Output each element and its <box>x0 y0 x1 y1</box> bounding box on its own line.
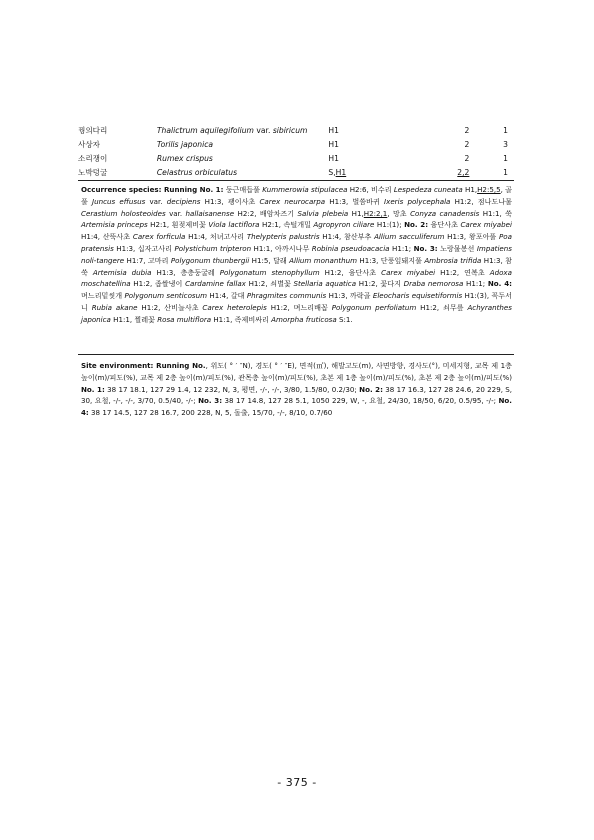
cover: 2 <box>464 140 470 149</box>
table-row <box>78 124 514 138</box>
frequency: 3 <box>503 140 508 149</box>
frequency: 1 <box>503 154 508 163</box>
scientific-name: Torilis japonica <box>156 140 214 149</box>
layer: H1 <box>328 154 339 163</box>
section-rule <box>78 354 514 355</box>
cover: 2 <box>464 154 470 163</box>
scientific-name: Thalictrum aquilegifolium var. sibiricum <box>156 126 308 135</box>
frequency: 1 <box>503 168 508 177</box>
scientific-name: Rumex crispus <box>156 154 213 163</box>
species-table <box>78 124 514 180</box>
occurrence-species-paragraph: Occurrence species: Running No. 1: 둥근매듭풀 Kummerowia stipulacea H2:6, 비수리 Lespedeza cuneata H1,H2:5,5, 골풀 Juncus effusus var. decipiens H1:3, 괭이사초 Carex neurocarpa H1:3, 벌씀바귀 Ixeris polycephala H1:2, 점나도나물 Cerastium holosteoides var. hallaisanense H2:2, 배암차즈기 Salvia plebeia H1,H2:2,1, 망초 Conyza canadensis H1:1, 쑥 Artemisia princeps H2:1, 흰젖제비꽃 Viola lactiflora H2:1, 속털개밀 Agropyron ciliare H1:(1); No. 2: 융단사초 Carex miyabei H1:4, 산뚝사초 Carex forficula H1:4, 처녀고사리 Thelypteris palustris H1:4, 참산부추 Allium sacculiferum H1:3, 왕포아풀 Poa pratensis H1:3, 십자고사리 Polystichum tripteron H1:1, 아까시나무 Robinia pseudoacacia H1:1; No. 3: 노랑물봉선 Impatiens noli-tangere H1:7, 고마리 Polygonum thunbergii H1:5, 달래 Allium monanthum H1:3, 단풍잎돼지풀 Ambrosia trifida H1:3, 참쑥 Artemisia dubia H1:3, 층층둥굴레 Polygonatum stenophyllum H1:2, 융단사초 Carex miyabei H1:2, 연복초 Adoxa moschatellina H1:2, 좁쌀냉이 Cardamine fallax H1:2, 쇠별꽃 Stellaria aquatica H1:2, 꽃다지 Draba nemorosa H1:1; No. 4: 며느리밑씻개 Polygonum senticosum H1:4, 갈대 Phragmites communis H1:3, 까락골 Eleocharis equisetiformis H1:(3), 꼭두서니 Rubia akane H1:2, 산비늘사초 Carex heterolepis H1:2, 며느리배꼽 Polygonum perfoliatum H1:2, 쇠무릎 Achyranthes japonica H1:1, 찔레꽃 Rosa multiflora H1:1, 족제비싸리 Amorpha fruticosa S:1. <box>81 185 513 324</box>
frequency: 1 <box>503 126 508 135</box>
korean-name: 꿩의다리 <box>78 126 108 135</box>
table-row <box>78 166 514 180</box>
layer: H1 <box>328 126 339 135</box>
table-bottom-rule <box>78 180 514 181</box>
page-number: - 375 - <box>277 776 317 789</box>
cover: 2,2 <box>457 168 470 177</box>
site-environment-paragraph: Site environment: Running No., 위도( ° ′ ″N), 경도( ° ′ ″E), 면적(㎡), 해발고도(m), 사면방향, 경사도(°), 미세지형, 교목 제 1층 높이(m)/피도(%), 교목 제 2층 높이(m)/피도(%), 관목층 높이(m)/피도(%), 초본 제 1층 높이(m)/피도(%), 초본 제 2층 높이(m)/피도(%) No. 1: 38 17 18.1, 127 29 1.4, 12 232, N, 3, 평면, -/-, -/-, 3/80, 1.5/80, 0.2/30; No. 2: 38 17 16.3, 127 28 24.6, 20 229, S, 30, 요철, -/-, -/-, 3/70, 0.5/40, -/-; No. 3: 38 17 14.8, 127 28 5.1, 1050 229, W, -, 요철, 24/30, 18/50, 6/20, 0.5/95, -/-; No. 4: 38 17 14.5, 127 28 16.7, 200 228, N, 5, 돌출, 15/70, -/-, 8/10, 0.7/60 <box>81 361 513 418</box>
table-row <box>78 138 514 152</box>
layer: H1 <box>328 140 339 149</box>
korean-name: 사상자 <box>78 140 101 149</box>
table-row <box>78 152 514 166</box>
korean-name: 노박덩굴 <box>78 168 108 177</box>
scientific-name: Celastrus orbiculatus <box>156 168 238 177</box>
korean-name: 소리쟁이 <box>78 154 108 163</box>
cover: 2 <box>464 126 470 135</box>
layer: S,H1 <box>328 168 347 177</box>
